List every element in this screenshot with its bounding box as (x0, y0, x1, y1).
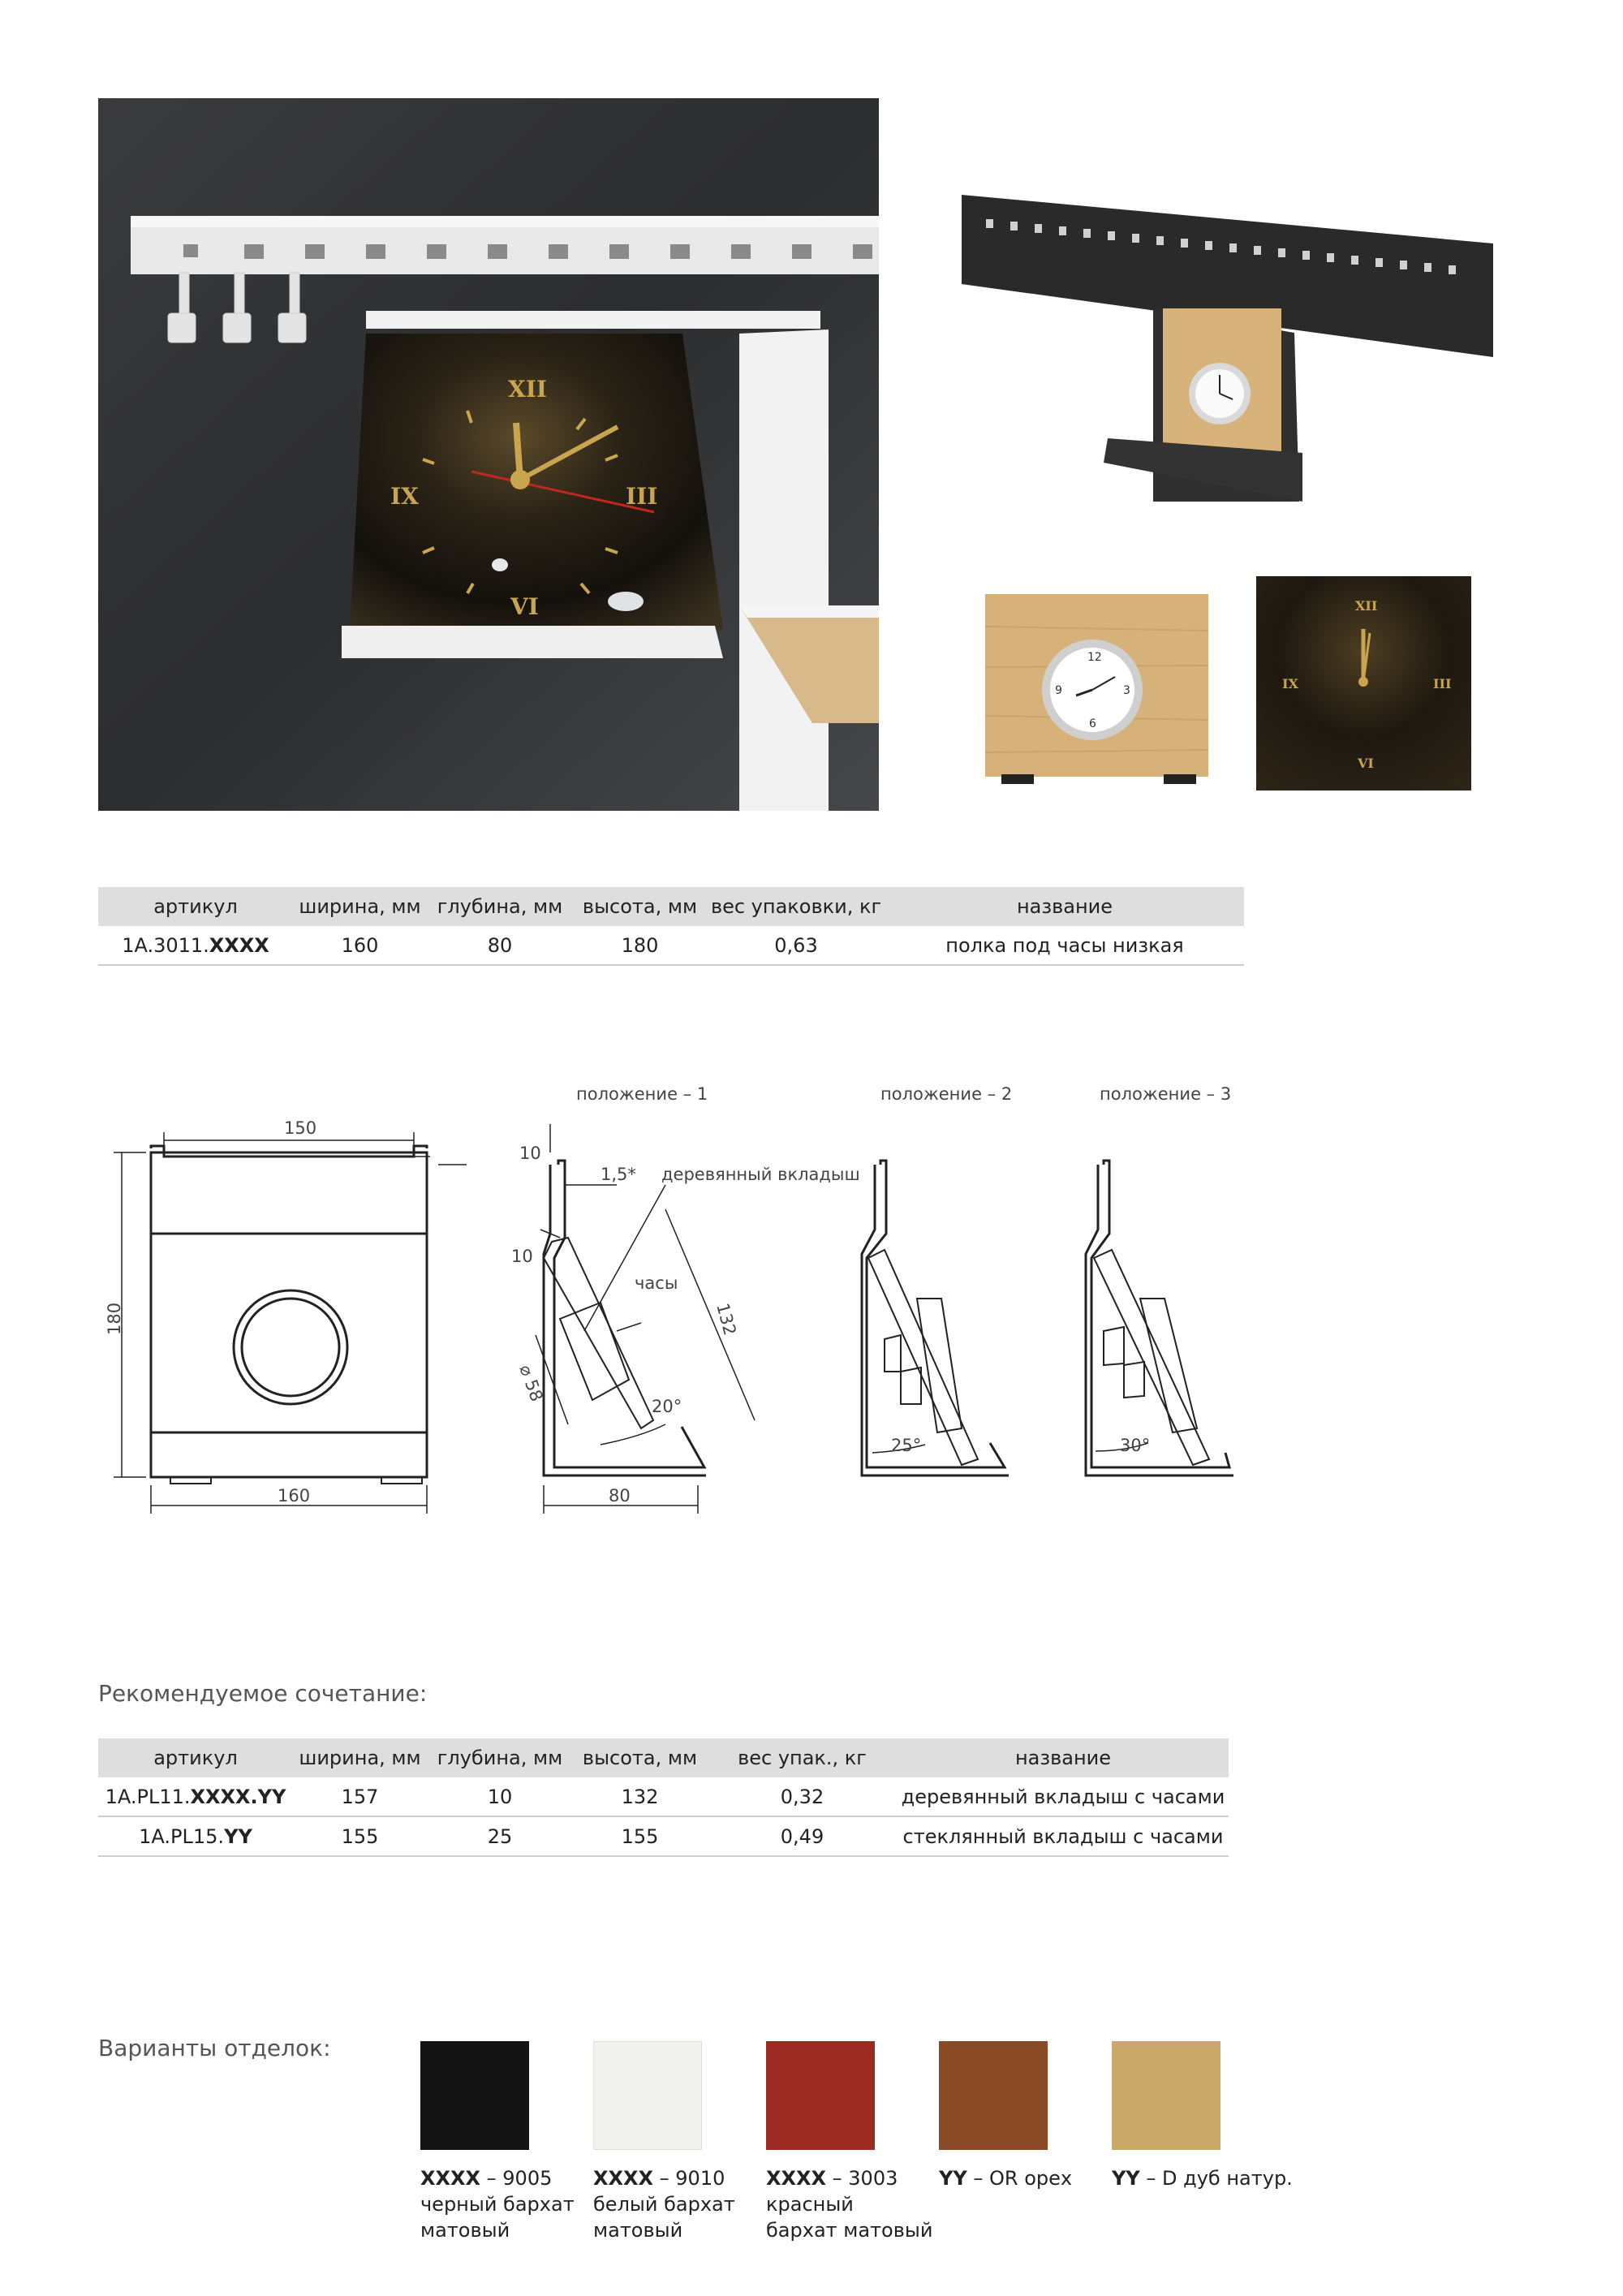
front-view (114, 1132, 467, 1514)
clock-numeral-iii: III (626, 483, 658, 510)
label-position-3: положение – 3 (1100, 1084, 1232, 1104)
small-clock-3: 3 (1123, 684, 1130, 697)
table-row (98, 1777, 1229, 1816)
swatch-oak (1112, 2041, 1220, 2150)
cell-name: полка под часы низкая (885, 926, 1244, 965)
swatch-caption-oak: YY – D дуб натур. (1112, 2167, 1293, 2190)
small-clock-12: 12 (1087, 651, 1102, 664)
cell-height: 155 (573, 1816, 707, 1856)
swatch-caption-walnut: YY – OR орех (939, 2167, 1073, 2190)
label-position-1: положение – 1 (576, 1084, 708, 1104)
header-article: артикул (98, 887, 293, 926)
dim-160: 160 (278, 1486, 311, 1506)
cell-width: 157 (293, 1777, 427, 1816)
dim-1-5: 1,5* (601, 1165, 636, 1184)
header-weight: вес упак., кг (707, 1738, 898, 1777)
cell-height: 132 (573, 1777, 707, 1816)
cell-height: 180 (573, 926, 707, 965)
header-weight: вес упаковки, кг (707, 887, 885, 926)
cell-weight: 0,63 (707, 926, 885, 965)
header-article: артикул (98, 1738, 293, 1777)
clock-numeral-vi: VI (510, 593, 539, 620)
header-height: высота, мм (573, 887, 707, 926)
dim-10-mid: 10 (511, 1247, 533, 1266)
angle-25: 25° (891, 1436, 922, 1455)
glass-clock-ix: IX (1282, 676, 1298, 691)
angle-30: 30° (1120, 1436, 1151, 1455)
product-table (98, 887, 1244, 966)
dim-58: ⌀ 58 (515, 1362, 547, 1404)
swatch-caption-white: XXXX – 9010 белый бархат матовый (593, 2167, 735, 2242)
header-height: высота, мм (573, 1738, 707, 1777)
cell-depth: 10 (427, 1777, 573, 1816)
product-photo-rail (962, 195, 1493, 502)
header-width: ширина, мм (293, 887, 427, 926)
label-wooden-insert: деревянный вкладыш (661, 1165, 860, 1184)
clock-numeral-ix: IX (390, 483, 419, 510)
label-position-2: положение – 2 (880, 1084, 1013, 1104)
small-clock-9: 9 (1055, 684, 1062, 697)
cell-width: 160 (293, 926, 427, 965)
dim-150: 150 (284, 1118, 317, 1138)
cell-name: деревянный вкладыш с часами (898, 1777, 1229, 1816)
table-row (98, 926, 1244, 965)
dim-180: 180 (105, 1302, 124, 1335)
cell-article: 1A.PL11.XXXX.YY (98, 1777, 293, 1816)
cell-article: 1A.PL15.YY (98, 1816, 293, 1856)
cell-article: 1A.3011.XXXX (98, 926, 293, 965)
swatch-caption-red: XXXX – 3003 красный бархат матовый (766, 2167, 933, 2242)
glass-insert-photo (1256, 576, 1471, 790)
swatch-white (593, 2041, 702, 2150)
side-view-position-2 (862, 1161, 1009, 1475)
header-name: название (885, 887, 1244, 926)
product-photo-main (98, 98, 879, 811)
swatch-black (420, 2041, 529, 2150)
finishes-heading: Варианты отделок: (98, 2035, 331, 2061)
side-view-position-3 (1086, 1161, 1233, 1475)
dim-132: 132 (712, 1301, 740, 1338)
header-width: ширина, мм (293, 1738, 427, 1777)
glass-clock-iii: III (1433, 676, 1452, 691)
header-depth: глубина, мм (427, 887, 573, 926)
cell-depth: 80 (427, 926, 573, 965)
dim-80: 80 (609, 1486, 631, 1506)
cell-name: стеклянный вкладыш с часами (898, 1816, 1229, 1856)
swatch-red (766, 2041, 875, 2150)
wooden-insert-photo (985, 594, 1208, 786)
recommended-heading: Рекомендуемое сочетание: (98, 1680, 428, 1707)
table-header-row (98, 887, 1244, 926)
header-name: название (898, 1738, 1229, 1777)
label-clock: часы (635, 1273, 678, 1293)
recommended-table (98, 1738, 1229, 1857)
table-row (98, 1816, 1229, 1856)
table-header-row (98, 1738, 1229, 1777)
cell-depth: 25 (427, 1816, 573, 1856)
cell-weight: 0,32 (707, 1777, 898, 1816)
dim-10-top: 10 (519, 1144, 541, 1163)
glass-clock-xii: XII (1355, 598, 1378, 614)
glass-clock-vi: VI (1358, 756, 1374, 771)
clock-numeral-xii: XII (508, 376, 547, 403)
swatch-walnut (939, 2041, 1048, 2150)
angle-20: 20° (652, 1397, 682, 1416)
cell-weight: 0,49 (707, 1816, 898, 1856)
cell-width: 155 (293, 1816, 427, 1856)
swatch-caption-black: XXXX – 9005 черный бархат матовый (420, 2167, 575, 2242)
header-depth: глубина, мм (427, 1738, 573, 1777)
small-clock-6: 6 (1089, 717, 1096, 730)
technical-drawing (81, 1063, 1282, 1542)
